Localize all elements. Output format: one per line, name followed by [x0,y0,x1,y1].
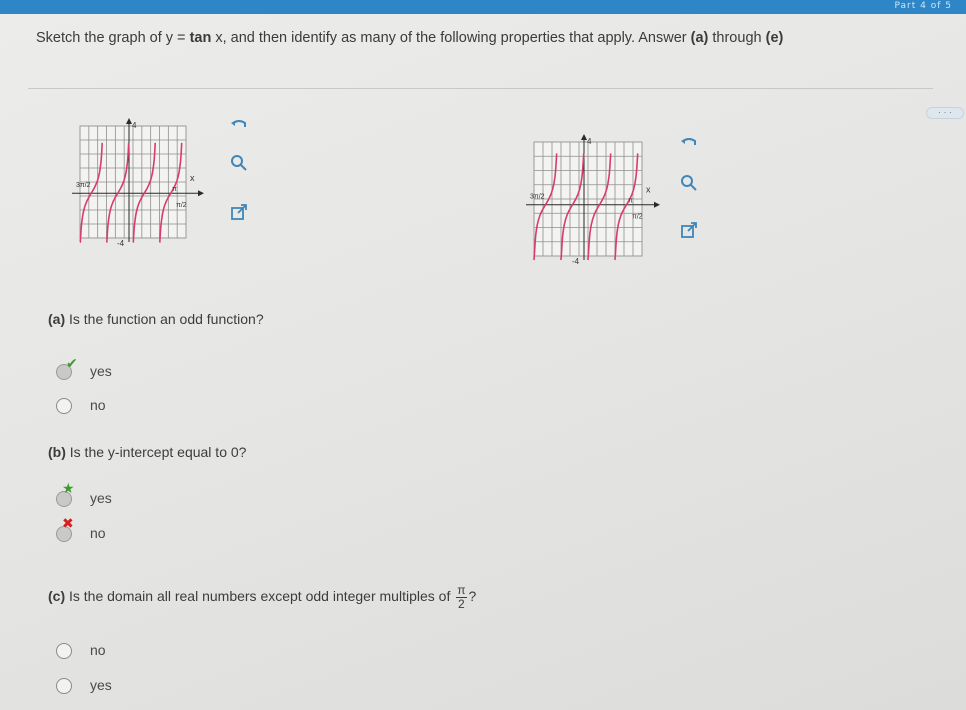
option-label: yes [90,677,112,693]
zoom-icon[interactable] [680,174,698,192]
zoom-icon[interactable] [230,154,248,172]
undo-arrow-icon[interactable] [680,134,698,152]
prompt-function: tan [189,30,212,46]
bottom-tick-label: π/2 [632,213,643,221]
top-bar [0,0,966,14]
prompt-part-e: (e) [765,30,784,46]
left-tick-label: 3π/2 [76,182,91,190]
x-axis-arrow [654,202,660,208]
right-tick-label: π [628,197,633,205]
status-text: Part 4 of 5 [894,1,952,11]
y-max-label: 4 [587,137,592,146]
question-letter: (b) [48,444,66,460]
question-c [48,584,476,611]
fraction-pi-over-2 [456,584,466,611]
y-max-label: 4 [132,121,137,130]
x-axis-arrow [198,190,204,196]
option-a-yes[interactable] [56,356,112,382]
radio-button[interactable] [56,678,72,694]
question-b [48,444,246,460]
expand-icon[interactable] [230,204,248,222]
x-axis-label: x [646,184,651,195]
question-text: Is the y-intercept equal to 0? [65,444,247,460]
question-text: Is the function an odd function? [65,311,264,327]
option-a-no[interactable] [56,396,106,416]
option-label: yes [90,490,112,506]
left-tick-label: 3π/2 [530,193,545,201]
option-label: yes [90,363,112,379]
tan-graph-1 [62,116,222,250]
prompt-part-a: (a) [690,30,709,46]
fraction-numerator: π [457,583,466,597]
y-min-label: -4 [572,257,580,264]
x-axis-label: x [190,173,195,184]
right-tick-label: π [172,186,177,194]
y-min-label: -4 [117,239,125,248]
question-letter: (a) [48,311,66,327]
option-label: no [90,397,106,413]
radio-button[interactable] [56,643,72,659]
expand-icon[interactable] [680,222,698,240]
fraction-denominator: 2 [458,597,465,611]
option-label: no [90,525,106,541]
option-c-no[interactable] [56,641,106,661]
question-letter: (c) [48,588,66,605]
graph-option-1[interactable] [62,116,282,256]
question-prompt [36,30,783,46]
option-c-yes[interactable] [56,676,112,696]
prompt-text-2: x, and then identify as many of the following properties that apply. Answer [211,30,691,46]
graph-option-2[interactable] [520,130,740,270]
option-label: no [90,642,106,658]
x-mark-icon: ✖ [62,516,74,532]
question-end: ? [468,588,477,605]
prompt-text: Sketch the graph of y = [36,30,190,46]
undo-arrow-icon[interactable] [230,116,248,134]
radio-button[interactable] [56,398,72,414]
more-button[interactable]: · · · [926,107,964,119]
prompt-text-3: through [708,30,766,46]
question-text: Is the domain all real numbers except odd integer multiples of [65,588,455,605]
star-icon: ★ [62,481,75,497]
bottom-tick-label: π/2 [176,202,187,210]
divider [28,88,933,89]
checkmark-icon: ✔ [66,356,78,372]
question-a [48,311,264,327]
option-b-no[interactable] [56,516,106,544]
tan-graph-2 [520,130,670,264]
option-b-yes[interactable] [56,481,112,509]
